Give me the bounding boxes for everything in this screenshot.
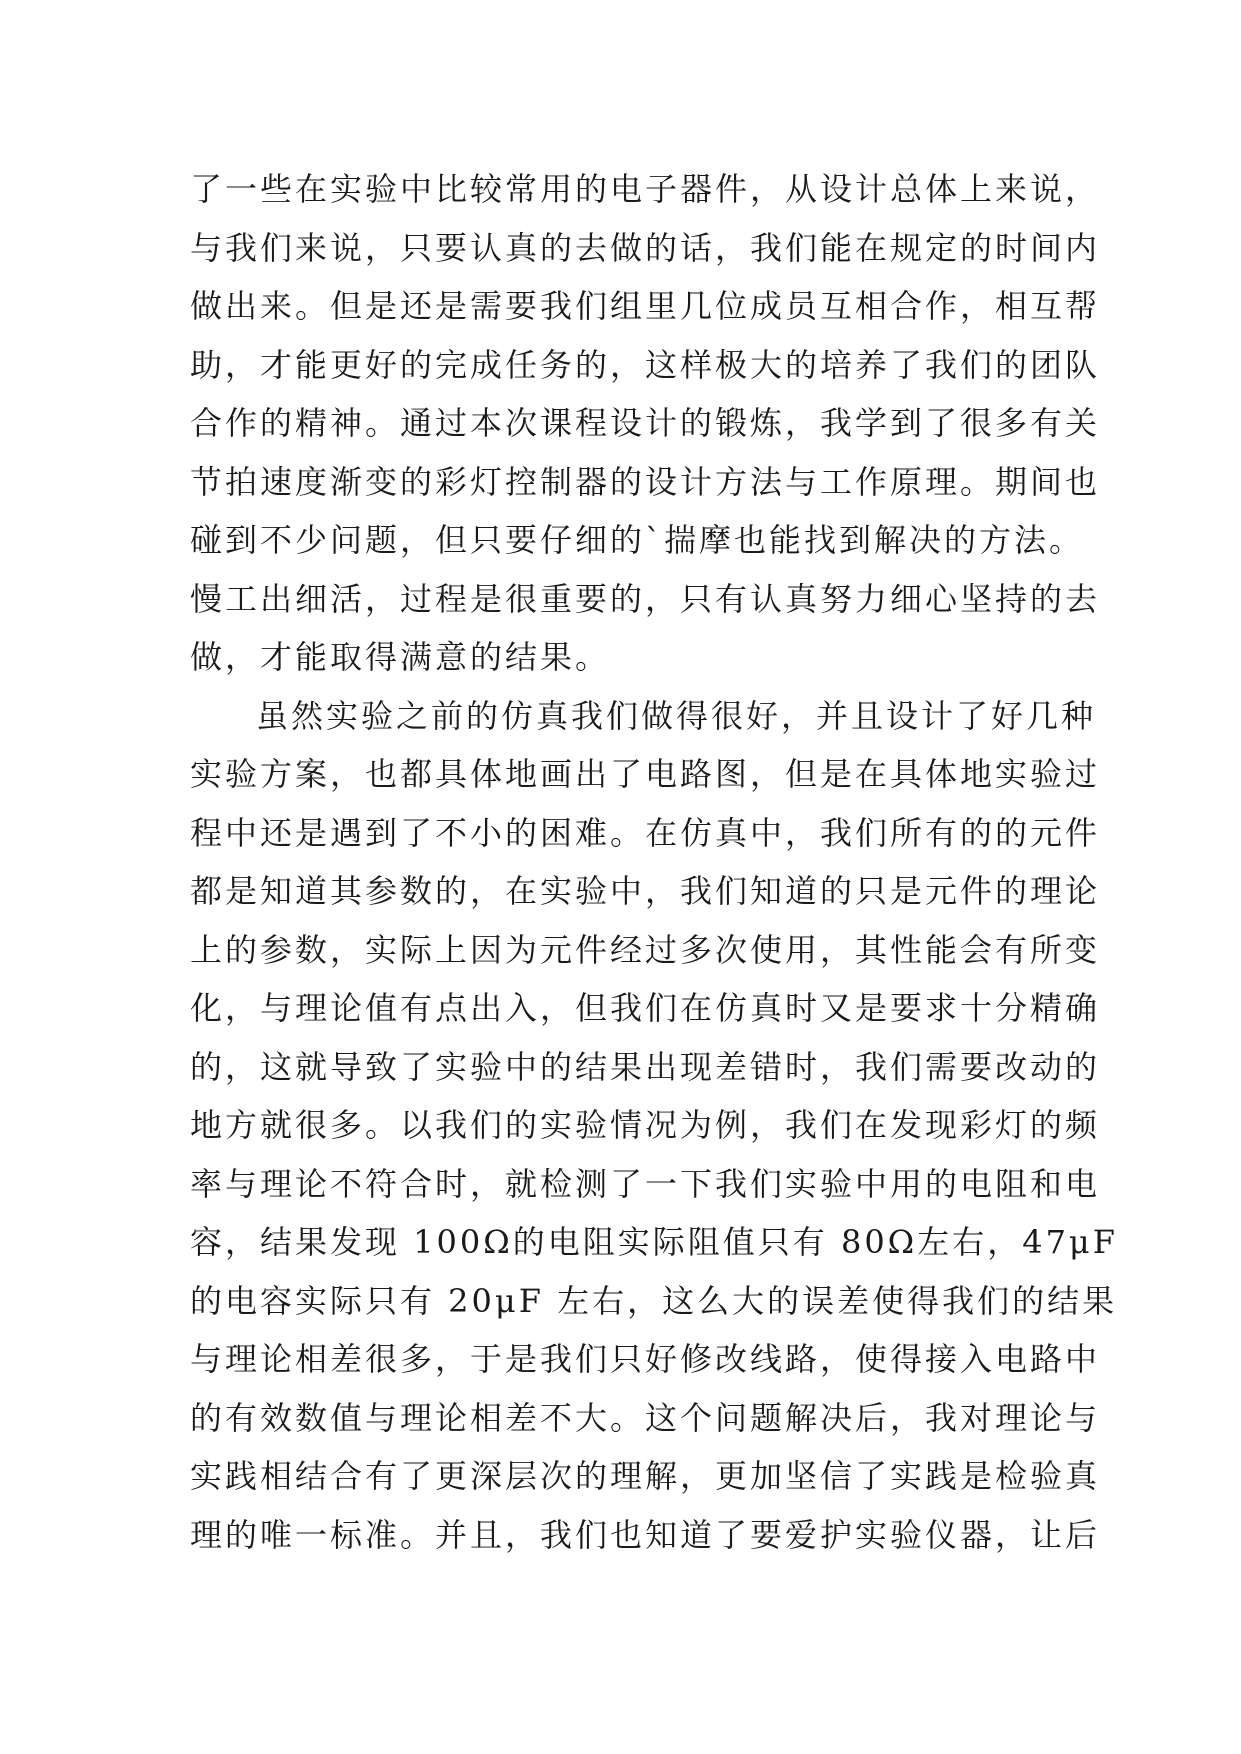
text-line: 碰到不少问题，但只要仔细的`揣摩也能找到解决的方法。 <box>190 521 1085 559</box>
text-line: 容，结果发现 100Ω的电阻实际阻值只有 80Ω左右，47μF <box>190 1223 1118 1261</box>
text-line: 与我们来说，只要认真的去做的话，我们能在规定的时间内 <box>190 228 1101 267</box>
text-line: 都是知道其参数的，在实验中，我们知道的只是元件的理论 <box>190 872 1101 910</box>
text-line: 实验方案，也都具体地画出了电路图，但是在具体地实验过 <box>190 755 1101 793</box>
text-line: 合作的精神。通过本次课程设计的锻炼，我学到了很多有关 <box>190 404 1101 442</box>
text-line: 率与理论不符合时，就检测了一下我们实验中用的电阻和电 <box>190 1164 1101 1203</box>
text-line: 慢工出细活，过程是很重要的，只有认真努力细心坚持的去 <box>190 579 1101 618</box>
text-line: 节拍速度渐变的彩灯控制器的设计方法与工作原理。期间也 <box>190 462 1101 501</box>
body-text <box>190 160 1118 1564</box>
text-line: 实践相结合有了更深层次的理解，更加坚信了实践是检验真 <box>190 1457 1101 1495</box>
text-line: 程中还是遇到了不小的困难。在仿真中，我们所有的的元件 <box>190 813 1101 852</box>
text-line: 助，才能更好的完成任务的，这样极大的培养了我们的团队 <box>190 345 1101 384</box>
text-line: 上的参数，实际上因为元件经过多次使用，其性能会有所变 <box>190 930 1101 969</box>
text-line: 做，才能取得满意的结果。 <box>190 638 611 676</box>
text-line: 与理论相差很多，于是我们只好修改线路，使得接入电路中 <box>190 1340 1101 1378</box>
text-line: 的有效数值与理论相差不大。这个问题解决后，我对理论与 <box>190 1398 1101 1437</box>
text-line: 地方就很多。以我们的实验情况为例，我们在发现彩灯的频 <box>190 1106 1101 1144</box>
text-line: 的电容实际只有 20μF 左右，这么大的误差使得我们的结果 <box>190 1281 1118 1320</box>
text-line: 化，与理论值有点出入，但我们在仿真时又是要求十分精确 <box>190 989 1101 1027</box>
paragraph-1 <box>190 160 1101 687</box>
text-line: 理的唯一标准。并且，我们也知道了要爱护实验仪器，让后 <box>190 1515 1101 1554</box>
text-line-indented: 虽然实验之前的仿真我们做得很好，并且设计了好几种 <box>256 696 1097 735</box>
paragraph-2 <box>190 687 1118 1565</box>
text-line: 了一些在实验中比较常用的电子器件，从设计总体上来说， <box>190 170 1101 208</box>
text-line: 的，这就导致了实验中的结果出现差错时，我们需要改动的 <box>190 1047 1101 1086</box>
text-line: 做出来。但是还是需要我们组里几位成员互相合作，相互帮 <box>190 287 1101 325</box>
